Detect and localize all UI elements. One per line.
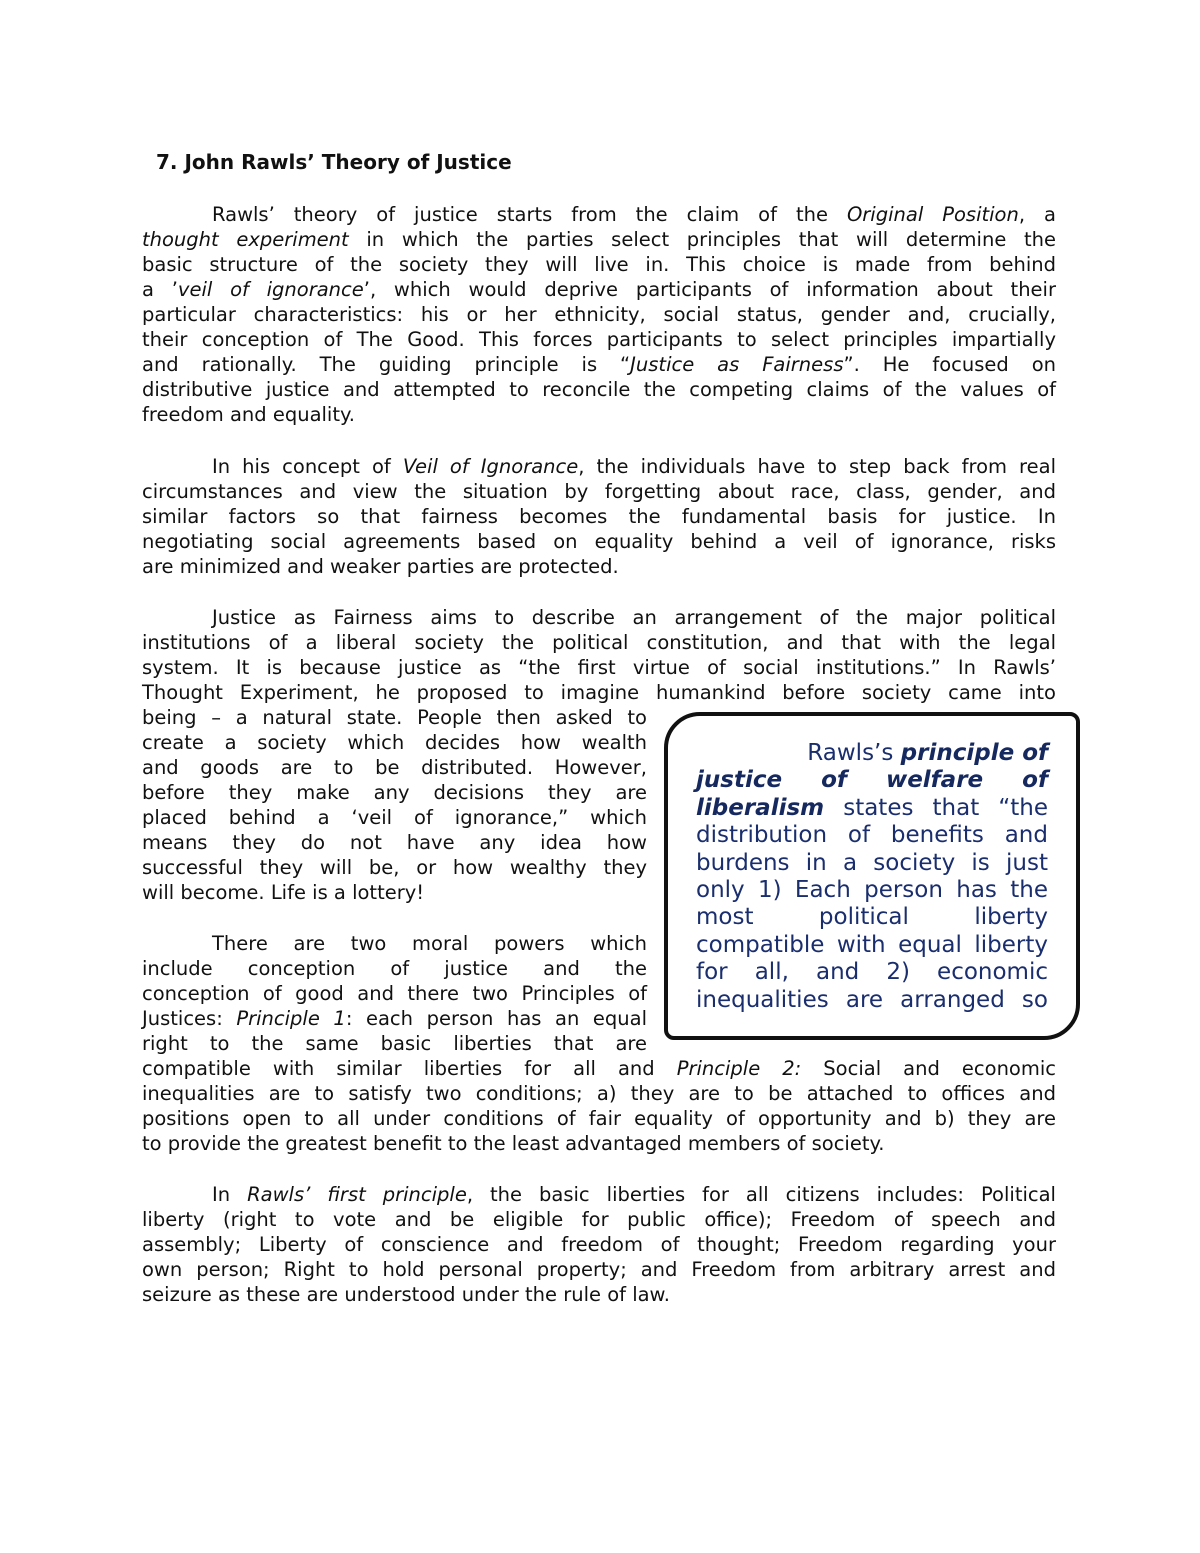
callout-line: distribution of benefits and — [696, 822, 1048, 849]
text-line: basic structure of the society they will live in. This choice is made from behind — [142, 253, 1056, 276]
callout-line: inequalities are arranged so — [696, 986, 1048, 1013]
text-line: to provide the greatest benefit to the least advantaged members of society. — [142, 1132, 885, 1155]
text-line: right to the same basic liberties that are — [142, 1032, 647, 1055]
text-line: include conception of justice and the — [142, 957, 647, 980]
text-line: distributive justice and attempted to reconcile the competing claims of the values of — [142, 378, 1056, 401]
text-line: In his concept of Veil of Ignorance, the individuals have to step back from real — [212, 455, 1057, 478]
text-line: means they do not have any idea how — [142, 831, 647, 854]
text-line: There are two moral powers which — [212, 932, 647, 955]
text-line: conception of good and there two Principles of — [142, 982, 647, 1005]
text-line: Justices: Principle 1: each person has an equal — [142, 1007, 647, 1030]
text-line: a ’veil of ignorance’, which would deprive participants of information about their — [142, 278, 1056, 301]
text-line: freedom and equality. — [142, 403, 355, 426]
callout-line: Rawls’s principle of — [807, 740, 1048, 766]
text-line: successful they will be, or how wealthy they — [142, 856, 647, 879]
text-line: are minimized and weaker parties are protected. — [142, 555, 619, 578]
text-line: In Rawls’ first principle, the basic liberties for all citizens includes: Political — [212, 1183, 1056, 1206]
callout-line: only 1) Each person has the — [696, 876, 1048, 903]
text-line: will become. Life is a lottery! — [142, 881, 425, 904]
callout-box — [664, 712, 1080, 1040]
text-line: their conception of The Good. This forces participants to select principles impartially — [142, 328, 1056, 351]
text-line: circumstances and view the situation by forgetting about race, class, gender, and — [142, 480, 1056, 503]
text-line: and rationally. The guiding principle is “Justice as Fairness”. He focused on — [142, 353, 1056, 376]
callout-line: justice of welfare of — [696, 767, 1048, 794]
paragraph-first-principle — [142, 1182, 1056, 1307]
text-line: particular characteristics: his or her ethnicity, social status, gender and, crucially, — [142, 303, 1056, 326]
section-title: 7. John Rawls’ Theory of Justice — [156, 150, 512, 174]
text-line: negotiating social agreements based on equality behind a veil of ignorance, risks — [142, 530, 1056, 553]
text-line: create a society which decides how wealth — [142, 731, 647, 754]
callout-text — [696, 740, 1048, 1014]
text-line: thought experiment in which the parties select principles that will determine the — [142, 228, 1056, 251]
text-line: placed behind a ‘veil of ignorance,” which — [142, 806, 647, 829]
text-line: Justice as Fairness aims to describe an arrangement of the major political — [212, 606, 1056, 629]
text-line: system. It is because justice as “the first virtue of social institutions.” In Rawls’ — [142, 656, 1056, 679]
callout-line: for all, and 2) economic — [696, 959, 1048, 986]
text-line: inequalities are to satisfy two conditions; a) they are to be attached to offices and — [142, 1082, 1056, 1105]
callout-line: most political liberty — [696, 904, 1048, 931]
callout-line: burdens in a society is just — [696, 849, 1048, 876]
text-line: and goods are to be distributed. However, — [142, 756, 647, 779]
text-line: similar factors so that fairness becomes the fundamental basis for justice. In — [142, 505, 1056, 528]
text-line: Rawls’ theory of justice starts from the claim of the Original Position, a — [212, 203, 1056, 226]
text-line: before they make any decisions they are — [142, 781, 647, 804]
text-line: own person; Right to hold personal property; and Freedom from arbitrary arrest and — [142, 1258, 1056, 1281]
text-line: positions open to all under conditions of fair equality of opportunity and b) they are — [142, 1107, 1056, 1130]
text-line: assembly; Liberty of conscience and freedom of thought; Freedom regarding your — [142, 1233, 1056, 1256]
section-heading — [142, 142, 512, 182]
callout-line: compatible with equal liberty — [696, 931, 1048, 958]
text-line: seizure as these are understood under the rule of law. — [142, 1283, 670, 1306]
callout-line: liberalism states that “the — [696, 794, 1048, 821]
text-line: liberty (right to vote and be eligible for public office); Freedom of speech and — [142, 1208, 1056, 1231]
text-line: being – a natural state. People then asked to — [142, 706, 647, 729]
text-line: compatible with similar liberties for all and Principle 2: Social and economic — [142, 1057, 1056, 1080]
text-line: institutions of a liberal society the political constitution, and that with the legal — [142, 631, 1056, 654]
paragraph-original-position — [142, 202, 1056, 427]
paragraph-veil-of-ignorance — [142, 454, 1056, 579]
text-line: Thought Experiment, he proposed to imagine humankind before society came into — [142, 681, 1056, 704]
